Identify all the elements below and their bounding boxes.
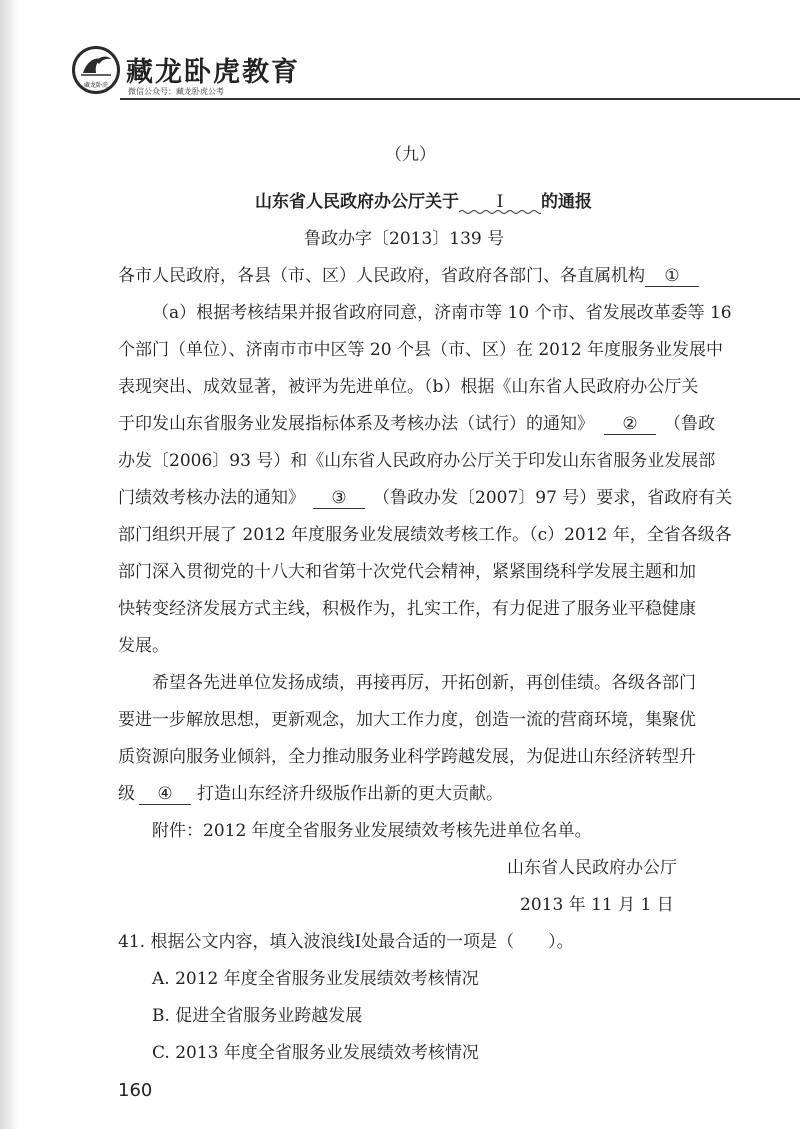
option-a[interactable]: A. 2012 年度全省服务业发展绩效考核情况 [152,969,479,989]
body-text: 门绩效考核办法的通知》 [118,488,305,508]
blank-1: ① [645,266,699,287]
option-b[interactable]: B. 促进全省服务业跨越发展 [152,1006,363,1026]
page-fold-shadow [0,0,18,1129]
question-stem: 41. 根据公文内容，填入波浪线Ⅰ处最合适的一项是（ ）。 [118,932,574,952]
blank-4: ④ [139,784,191,805]
body-text: （鲁政 [664,414,715,434]
body-text: （鲁政办发〔2007〕97 号）要求，省政府有关 [373,488,733,508]
body-line: （a）根据考核结果并报省政府同意，济南市等 10 个市、省发展改革委等 16 [152,303,732,323]
body-line [118,414,715,435]
header-divider [120,98,800,100]
body-line: 快转变经济发展方式主线，积极作为，扎实工作，有力促进了服务业平稳健康 [118,599,696,619]
blank-3: ③ [313,488,365,509]
body-line: 质资源向服务业倾斜，全力推动服务业科学跨越发展，为促进山东经济转型升 [118,747,696,767]
body-line: 发展。 [118,636,169,656]
page-number: 160 [118,1080,153,1101]
body-line: 表现突出、成效显著，被评为先进单位。（b）根据《山东省人民政府办公厅关 [118,377,699,397]
body-text: 级 [118,784,135,804]
addressee: 各市人民政府，各县（市、区）人民政府，省政府各部门、各直属机构 [118,266,645,286]
body-line: 希望各先进单位发扬成绩，再接再厉，开拓创新，再创佳绩。各级各部门 [152,673,696,693]
body-line: 办发〔2006〕93 号）和《山东省人民政府办公厅关于印发山东省服务业发展部 [118,451,716,471]
logo-caption: 藏龙卧虎 [83,82,108,89]
issue-date: 2013 年 11 月 1 日 [520,895,674,915]
brand-subtitle: 微信公众号：藏龙卧虎公考 [128,87,224,96]
document-number: 鲁政办字〔2013〕139 号 [304,229,505,249]
body-line [118,784,503,805]
signer: 山东省人民政府办公厅 [507,858,677,878]
body-line [118,488,732,509]
body-line: 个部门（单位）、济南市市中区等 20 个县（市、区）在 2012 年度服务业发展中 [118,340,724,360]
body-line: 部门深入贯彻党的十八大和省第十次党代会精神，紧紧围绕科学发展主题和加 [118,562,696,582]
attachment-note: 附件：2012 年度全省服务业发展绩效考核先进单位名单。 [152,821,592,841]
brand-logo [72,46,120,94]
brand-name: 藏龙卧虎教育 [126,57,300,88]
addressee-line [118,266,699,287]
bird-icon [79,53,113,79]
option-c[interactable]: C. 2013 年度全省服务业发展绩效考核情况 [152,1043,479,1063]
wavy-blank-i [459,192,541,212]
notice-title-prefix: 山东省人民政府办公厅关于 [255,192,459,212]
page-header [0,0,800,100]
notice-title-suffix: 的通报 [541,192,592,212]
body-text: 于印发山东省服务业发展指标体系及考核办法（试行）的通知》 [118,414,594,434]
body-line: 要进一步解放思想，更新观念，加大工作力度，创造一流的营商环境，集聚优 [118,710,696,730]
section-heading: （九） [385,145,436,165]
body-text: 打造山东经济升级版作出新的更大贡献。 [197,784,503,804]
wavy-blank-label: I [496,192,504,212]
wavy-underline [459,209,541,215]
notice-title [255,192,592,212]
body-line: 部门组织开展了 2012 年度服务业发展绩效考核工作。（c）2012 年，全省各级各 [118,525,732,545]
blank-2: ② [604,414,656,435]
